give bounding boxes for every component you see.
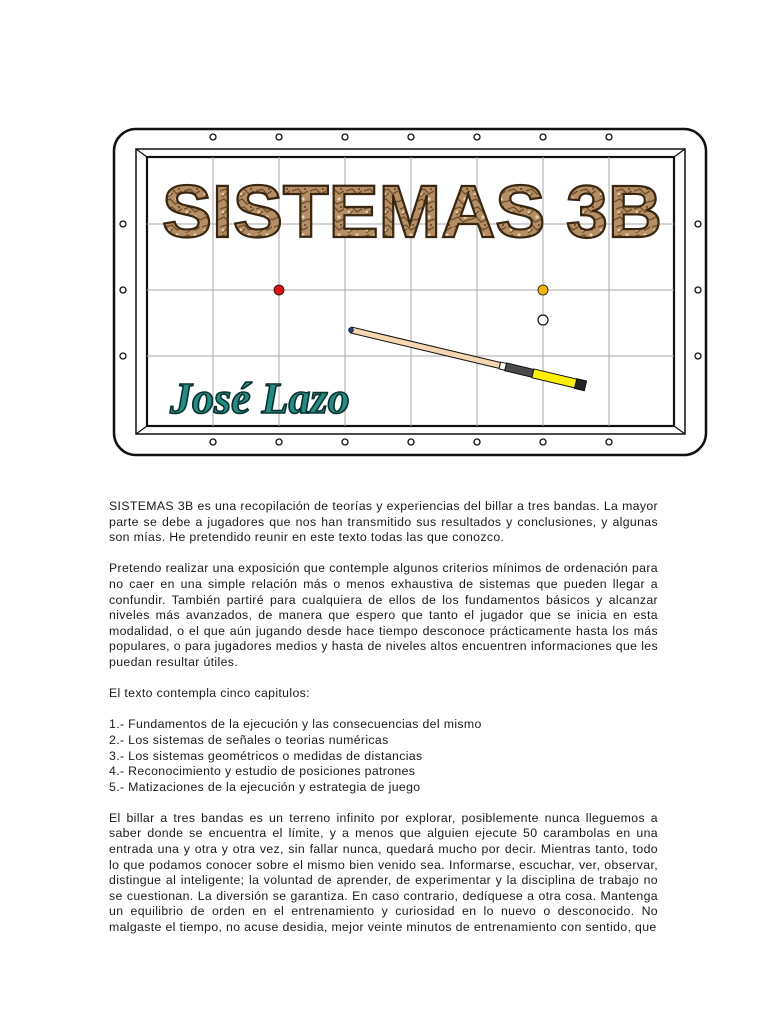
cover-title: SISTEMAS 3B	[162, 170, 662, 253]
cover-author: José Lazo	[170, 374, 350, 423]
cover-illustration	[110, 125, 710, 460]
chapters-intro: El texto contempla cinco capitulos:	[109, 686, 310, 701]
list-item: 4.- Reconocimiento y estudio de posiciones patrones	[109, 764, 416, 779]
intro-paragraph: SISTEMAS 3B es una recopilación de teorías y experiencias del billar a tres bandas. La mayor parte se debe a jugadores que nos han transmitido sus resultados y conclusiones, y algunas son mías. He pretendido reunir en este texto todas las que conozco.	[109, 499, 658, 545]
list-item: 5.- Matizaciones de la ejecución y estrategia de juego	[109, 779, 421, 794]
list-item: 1.- Fundamentos de la ejecución y las consecuencias del mismo	[109, 717, 482, 732]
closing-paragraph: El billar a tres bandas es un terreno infinito por explorar, posiblemente nunca lleguemos a saber donde se encuentra el límite, y a menos que alguien ejecute 50 carambolas en una entrada una y otra y otra vez, sin fallar nunca, quedará mucho por decir. Mientras tanto, todo lo que podamos conocer sobre el mismo bien venido sea. Informarse, escuchar, ver, observar, distingue al inteligente; la voluntad de aprender, de experimentar y la disciplina de trabajo no se cuestionan. La diversión se garantiza. En caso contrario, dedíquese a otra cosa. Mantenga un equilibrio de orden en el entrenamiento y curiosidad en lo nuevo o desconocido. No malgaste el tiempo, no acuse desidia, mejor veinte minutos de entrenamiento con sentido, que	[109, 810, 658, 935]
document-body	[109, 499, 658, 936]
chapter-list	[109, 717, 658, 795]
red-ball	[274, 285, 284, 295]
list-item: 2.- Los sistemas de señales o teorias numéricas	[109, 732, 389, 747]
purpose-paragraph: Pretendo realizar una exposición que contemple algunos criterios mínimos de ordenación para no caer en una simple relación más o menos exhaustiva de sistemas que pueden llegar a confundir. También partiré para cualquiera de ellos de los fundamentos básicos y alcanzar niveles más avanzados, de manera que espero que tanto el jugador que se inicia en esta modalidad, o el que aún jugando desde hace tiempo desconoce prácticamente hasta los más populares, o para jugadores medios y hasta de niveles altos encuentren informaciones que les puedan resultar útiles.	[109, 561, 658, 669]
list-item: 3.- Los sistemas geométricos o medidas de distancias	[109, 748, 423, 763]
yellow-ball	[538, 285, 548, 295]
white-ball	[538, 315, 548, 325]
